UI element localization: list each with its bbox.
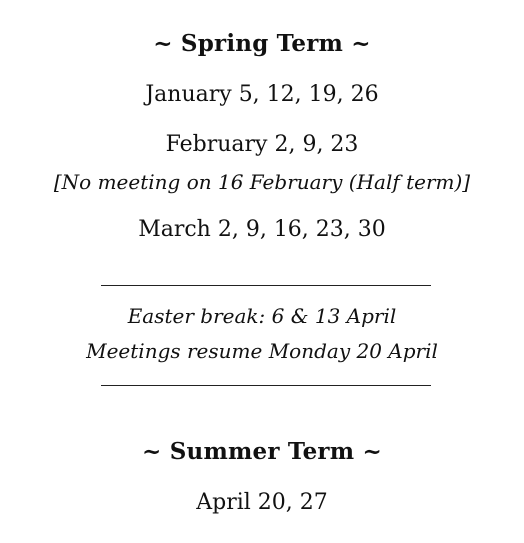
january-dates: January 5, 12, 19, 26	[145, 82, 379, 107]
bottom-divider	[101, 385, 431, 386]
february-note: [No meeting on 16 February (Half term)]	[53, 170, 471, 194]
meetings-resume-note: Meetings resume Monday 20 April	[86, 339, 438, 363]
march-dates: March 2, 9, 16, 23, 30	[138, 217, 386, 242]
april-dates: April 20, 27	[196, 490, 328, 515]
summer-term-heading: ~ Summer Term ~	[142, 438, 382, 465]
february-dates: February 2, 9, 23	[165, 132, 359, 157]
easter-break-note: Easter break: 6 & 13 April	[127, 304, 397, 328]
spring-term-heading: ~ Spring Term ~	[153, 30, 371, 57]
top-divider	[101, 285, 431, 286]
